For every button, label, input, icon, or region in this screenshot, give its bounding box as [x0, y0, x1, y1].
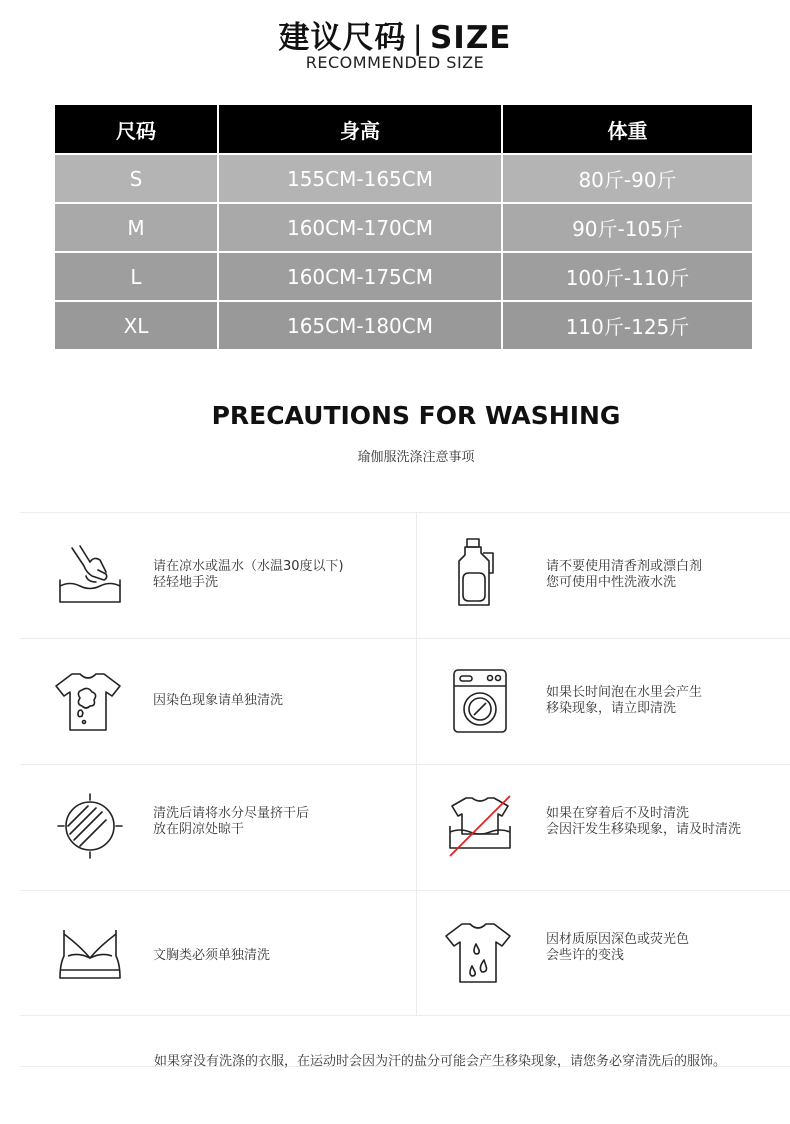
- shirt-drops-icon: [440, 912, 520, 992]
- weight-cell: 90斤-105斤: [502, 203, 753, 252]
- grid-divider: [20, 638, 790, 639]
- care-instruction-text: 如果在穿着后不及时清洗 会因汗发生移染现象，请及时清洗: [546, 806, 742, 837]
- grid-divider: [20, 764, 790, 765]
- detergent-bottle-icon: [435, 533, 515, 613]
- column-header-weight: 体重: [502, 104, 753, 154]
- column-header-height: 身高: [218, 104, 502, 154]
- size-subtitle: RECOMMENDED SIZE: [305, 53, 485, 72]
- title-separator: |: [412, 20, 424, 56]
- size-table: [53, 103, 754, 351]
- height-cell: 160CM-170CM: [218, 203, 502, 252]
- grid-divider: [20, 512, 790, 513]
- care-instruction-text: 如果长时间泡在水里会产生 移染现象，请立即清洗: [546, 685, 703, 716]
- shade-dry-icon: [50, 786, 130, 866]
- grid-divider-vertical: [416, 512, 417, 1015]
- care-instruction-text: 因染色现象请单独清洗: [153, 693, 284, 708]
- size-cell: L: [54, 252, 218, 301]
- no-soak-shirt-icon: [440, 786, 520, 866]
- washing-title: PRECAUTIONS FOR WASHING: [211, 401, 621, 430]
- grid-divider: [20, 890, 790, 891]
- size-title: [0, 12, 790, 57]
- column-header-size: 尺码: [54, 104, 218, 154]
- care-instruction-text: 文胸类必须单独清洗: [153, 948, 271, 963]
- care-instruction-text: 请不要使用清香剂或漂白剂 您可使用中性洗液水洗: [546, 559, 703, 590]
- washing-machine-icon: [440, 660, 520, 740]
- height-cell: 160CM-175CM: [218, 252, 502, 301]
- grid-divider: [20, 1015, 790, 1016]
- height-cell: 165CM-180CM: [218, 301, 502, 350]
- size-cell: XL: [54, 301, 218, 350]
- table-row: [54, 252, 753, 301]
- bra-icon: [50, 912, 130, 992]
- care-instruction-text: 请在凉水或温水（水温30度以下) 轻轻地手洗: [153, 559, 344, 590]
- weight-cell: 80斤-90斤: [502, 154, 753, 203]
- table-row: [54, 154, 753, 203]
- size-cell: M: [54, 203, 218, 252]
- weight-cell: 110斤-125斤: [502, 301, 753, 350]
- size-title-en: SIZE: [429, 20, 512, 56]
- table-row: [54, 203, 753, 252]
- washing-footer-note: 如果穿没有洗涤的衣服，在运动时会因为汗的盐分可能会产生移染现象，请您务必穿清洗后的服饰。: [154, 1054, 727, 1069]
- height-cell: 155CM-165CM: [218, 154, 502, 203]
- stained-shirt-icon: [48, 660, 128, 740]
- size-cell: S: [54, 154, 218, 203]
- weight-cell: 100斤-110斤: [502, 252, 753, 301]
- care-instruction-text: 因材质原因深色或荧光色 会些许的变浅: [546, 932, 690, 963]
- hand-wash-icon: [50, 536, 130, 616]
- care-instruction-text: 清洗后请将水分尽量挤干后 放在阴凉处晾干: [153, 806, 310, 837]
- washing-subtitle: 瑜伽服洗涤注意事项: [357, 450, 475, 465]
- size-table-header: [54, 104, 753, 154]
- size-title-cn: 建议尺码: [278, 20, 407, 56]
- table-row: [54, 301, 753, 350]
